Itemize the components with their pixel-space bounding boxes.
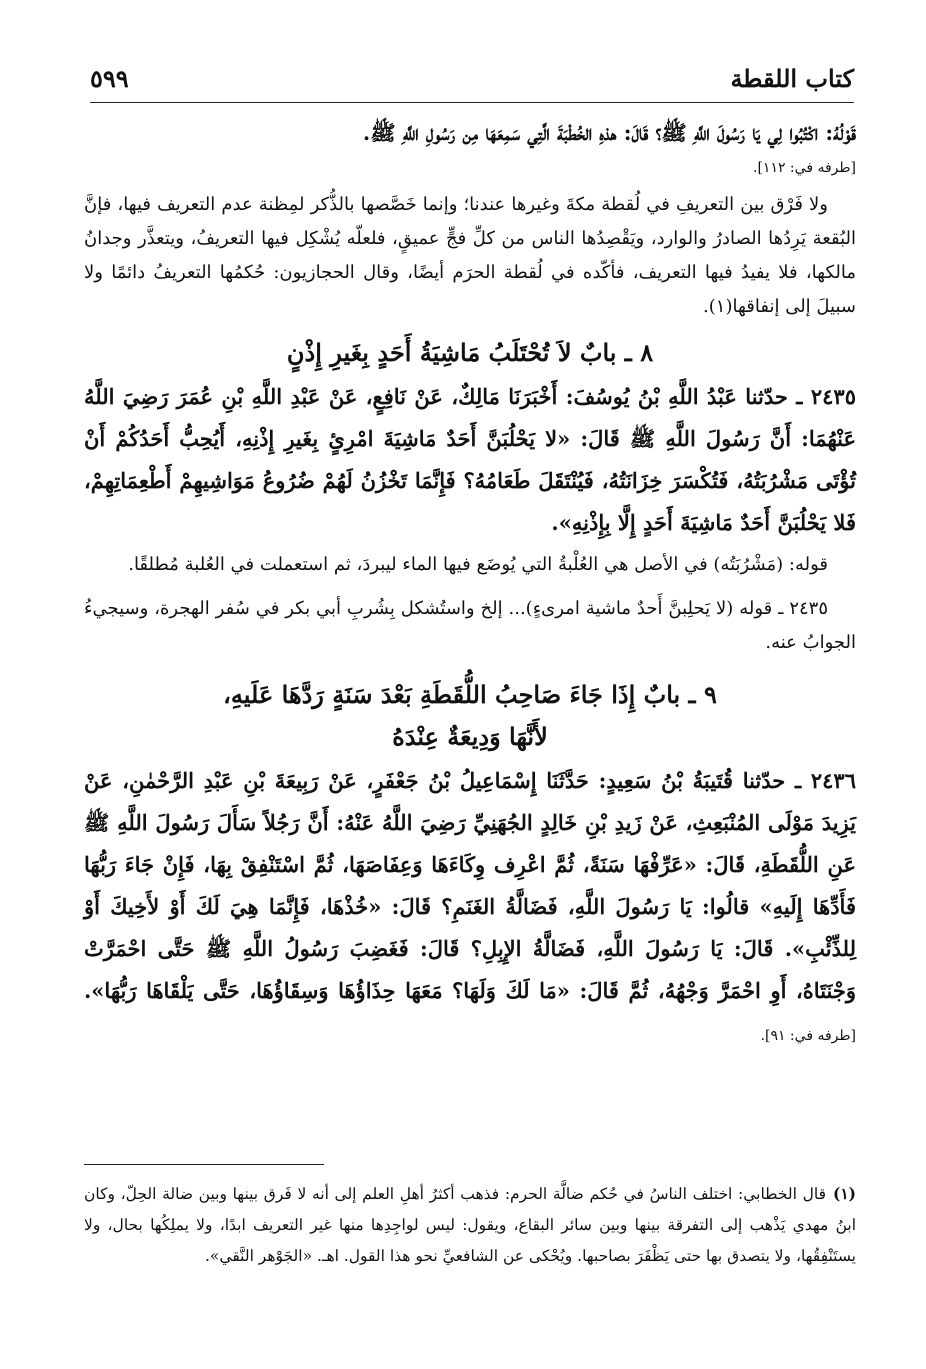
hadith-text: ٢٤٣٦ ـ حدّثنا قُتَيبَةُ بْنُ سَعِيدٍ: حَدَّثَنَا إِسْمَاعِيلُ بْنُ جَعْفَرٍ، عَنْ رَبِيعَةَ بْنِ عَبْدِ الرَّحْمٰنِ، عَنْ يَزِيدَ مَوْلَى المُنْبَعِثِ، عَنْ زَيدِ بْنِ خَالِدٍ الجُهَنِيِّ رَضِيَ اللَّهُ عَنْهُ: أَنَّ رَجُلاً سَأَلَ رَسُولَ اللَّهِ ﷺ عَنِ اللُّقَطَةِ، قَالَ: «عَرِّفْهَا سَنَةً، ثُمَّ اعْرِف وِكَاءَهَا وَعِفَاصَهَا، ثُمَّ اسْتَنْفِقْ بِهَا، فَإِنْ جَاءَ رَبُّهَا فَأَدِّهَا إِلَيهِ» قالُوا: يَا رَسُولَ اللَّهِ، فَضَالَّةُ الغَنَمِ؟ قَالَ: «خُذْهَا، فَإِنَّمَا هِيَ لَكَ أَوْ لأَخِيكَ أَوْ لِلذِّئْبِ». قَالَ: يَا رَسُولَ اللَّهِ، فَضَالَّةُ الإِبِلِ؟ قَالَ: فَغَضِبَ رَسُولُ اللَّهِ ﷺ حَتَّى احْمَرَّتْ وَجْنَتَاهُ، أَوِ احْمَرَّ وَجْهُهُ، ثُمَّ قَالَ: «مَا لَكَ وَلَهَا؟ مَعَهَا حِذَاؤُهَا وَسِقَاؤُهَا، حَتَّى يَلْقَاهَا رَبُّهَا».	[84, 768, 856, 1003]
hadith-2435: ٢٤٣٥ ـ حدّثنا عَبْدُ اللَّهِ بْنُ يُوسُفَ: أَخْبَرَنَا مَالِكٌ، عَنْ نَافِعٍ، عَنْ عَبْدِ اللَّهِ بْنِ عُمَرَ رَضِيَ اللَّهُ عَنْهُمَا: أَنَّ رَسُولَ اللَّهِ ﷺ قَالَ: «لا يَحْلُبَنَّ أَحَدٌ مَاشِيَةَ امْرِئٍ بِغَيرِ إِذْنِهِ، أَيُحِبُّ أَحَدُكُمْ أَنْ تُؤْتَى مَشْرُبَتُهُ، فَتُكْسَرَ خِزَانَتُهُ، فَيُنْتَقَلَ طَعَامُهُ؟ فَإِنَّمَا تَخْزُنُ لَهُمْ ضُرُوعُ مَوَاشِيهِمْ أَطْعِمَاتِهِمْ، فَلا يَحْلُبَنَّ أَحَدٌ مَاشِيَةَ أَحَدٍ إِلَّا بِإِذْنِهِ».	[84, 384, 856, 535]
hadith-2436	[84, 760, 856, 1054]
commentary-paragraph: ولا فَرْق بين التعريفِ في لُقطة مكةَ وغيرها عندنا؛ وإنما خَصَّصها بالذُّكر لمِظنة عدم التعريف فيها، فإنَّ البُقعة يَرِدُها الصادرُ والوارد، ويَقْصِدُها الناس من كلِّ فجٍّ عميقٍ، فلعلّه يُشْكِل فيها التعريفُ، ويتعذَّر وجدانُ مالكها، فلا يفيدُ فيها التعريف، فأكّده في لُقطة الحرَم أيضًا، وقال الحجازيون: حُكمُها التعريفُ دائمًا ولا سبيلَ إلى إنفاقها(١).	[84, 194, 856, 317]
chapter-heading-line: لأَنَّهَا وَدِيعَةٌ عِنْدَهُ	[392, 722, 548, 751]
footnote	[84, 1178, 856, 1272]
chapter-heading-line: ٩ ـ بابٌ إِذَا جَاءَ صَاحِبُ اللُّقَطَةِ بَعْدَ سَنَةٍ رَدَّهَا عَلَيهِ،	[223, 680, 717, 709]
footnote-number: (١)	[832, 1184, 856, 1203]
cross-reference: [طرفه في: ٩١].	[760, 1028, 856, 1044]
page-body	[84, 112, 856, 1054]
footnote-text: قال الخطابي: اختلف الناسُ في حُكم ضالَّة الحرم: فذهب أكثرُ أهلِ العلم إلى أنه لا فَرق بينها وبين ضالة الحِلّ، وكان ابنُ مهدي يَذْهب إلى التفرقة بينها وبين سائر البقاع، ويقول: ليس لواجِدِها منها غير التعريف ابدًا، ولا يملِكُها بحال، ولا يستَنْفِقُها، ولا يتصدق بها حتى يَظْفَرَ بصاحبها. ويُحْكى عن الشافعيِّ نحو هذا القول. اهـ. «الجَوْهر النَّقي».	[84, 1185, 856, 1265]
commentary-paragraph: ٢٤٣٥ ـ قوله (لا يَحلِبنَّ أَحدٌ ماشية امرىءٍ)... إلخ واستُشكل بِشُربِ أبي بكر في سُفر الهجرة، وسيجيءُ الجوابُ عنه.	[84, 598, 856, 653]
page-header	[90, 62, 854, 103]
hadith-continuation: قَوْلُهُ: اكْتُبُوا لِي يَا رَسُولَ اللَّهِ ﷺ؟ قَالَ: هذهِ الخُطْبَةَ الَّتِي سَمِعَهَا مِن رَسُولِ اللَّهِ ﷺ.	[362, 120, 856, 145]
footnote-divider	[84, 1164, 324, 1165]
commentary-paragraph: قوله: (مَشْرُبَتُه) في الأصل هي العُلْبةُ التي يُوضَع فيها الماء ليبردَ، ثم استعملت في العُلبة مُطلقًا.	[128, 554, 828, 575]
cross-reference: [طرفه في: ١١٢].	[753, 160, 856, 176]
running-title: كتاب اللقطة	[730, 64, 854, 93]
chapter-heading-8: ٨ ـ بابٌ لاَ تُحْتَلَبُ مَاشِيَةُ أَحَدٍ بِغَيرِ إِذْنٍ	[286, 338, 654, 367]
chapter-heading-9	[84, 674, 856, 758]
page-number: ٥٩٩	[90, 64, 129, 93]
